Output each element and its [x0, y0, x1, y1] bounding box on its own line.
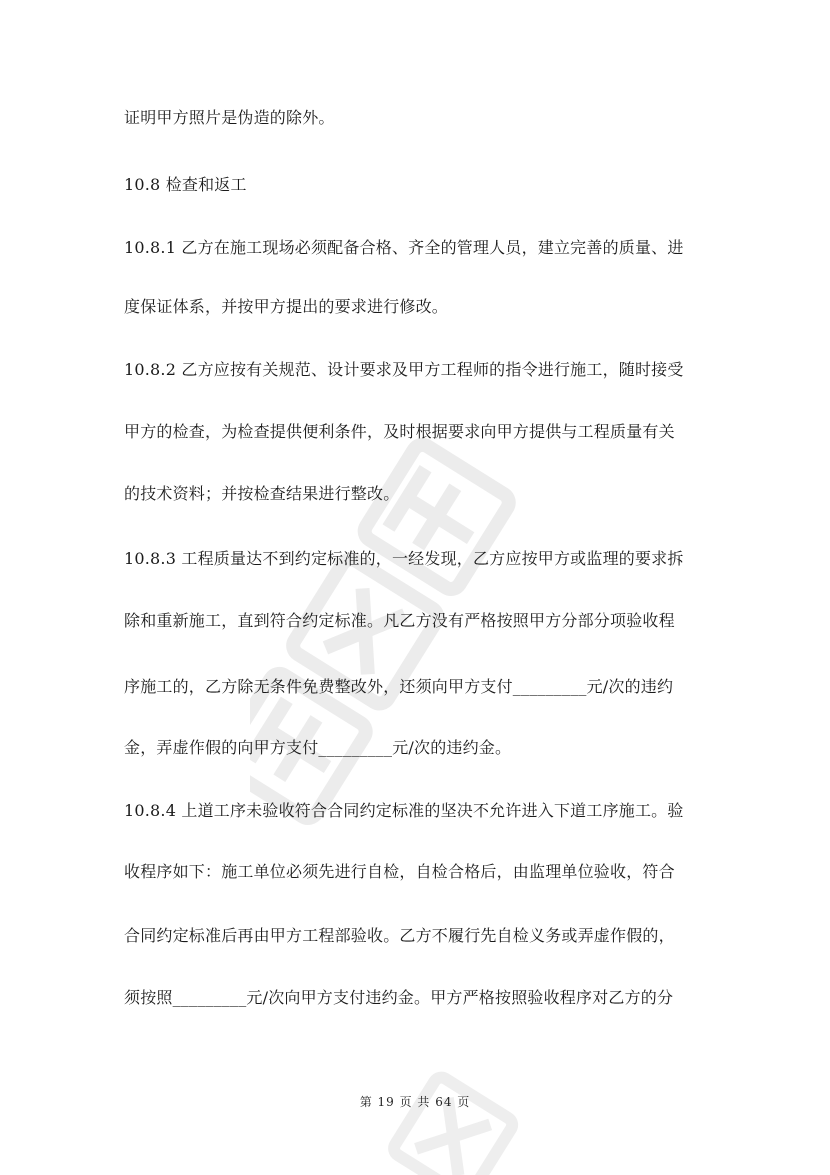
watermark-logo-bottom [330, 1045, 590, 1175]
text-line: 收程序如下：施工单位必须先进行自检，自检合格后，由监理单位验收，符合 [124, 862, 675, 881]
text-line: 10.8.4 上道工序未验收符合合同约定标准的坚决不允许进入下道工序施工。验 [124, 801, 684, 820]
page-number: 第 19 页 共 64 页 [359, 1095, 471, 1109]
text-line: 10.8.1 乙方在施工现场必须配备合格、齐全的管理人员，建立完善的质量、进 [124, 238, 684, 257]
text-line: 10.8.2 乙方应按有关规范、设计要求及甲方工程师的指令进行施工，随时接受 [124, 360, 684, 379]
text-line: 合同约定标准后再由甲方工程部验收。乙方不履行先自检义务或弄虚作假的， [124, 926, 675, 945]
text-line: 金，弄虚作假的向甲方支付_________元/次的违约金。 [124, 738, 512, 757]
text-line: 的技术资料；并按检查结果进行整改。 [124, 484, 400, 503]
text-line: 须按照_________元/次向甲方支付违约金。甲方严格按照验收程序对乙方的分 [124, 988, 674, 1007]
text-line: 证明甲方照片是伪造的除外。 [124, 108, 335, 127]
text-line: 度保证体系，并按甲方提出的要求进行修改。 [124, 297, 449, 316]
section-heading: 10.8 检查和返工 [124, 175, 247, 194]
text-line: 序施工的，乙方除无条件免费整改外，还须向甲方支付_________元/次的违约 [124, 677, 674, 696]
text-line: 10.8.3 工程质量达不到约定标准的，一经发现，乙方应按甲方或监理的要求拆 [124, 549, 684, 568]
text-line: 甲方的检查，为检查提供便利条件，及时根据要求向甲方提供与工程质量有关 [124, 422, 675, 441]
text-line: 除和重新施工，直到符合约定标准。凡乙方没有严格按照甲方分部分项验收程 [124, 611, 675, 630]
